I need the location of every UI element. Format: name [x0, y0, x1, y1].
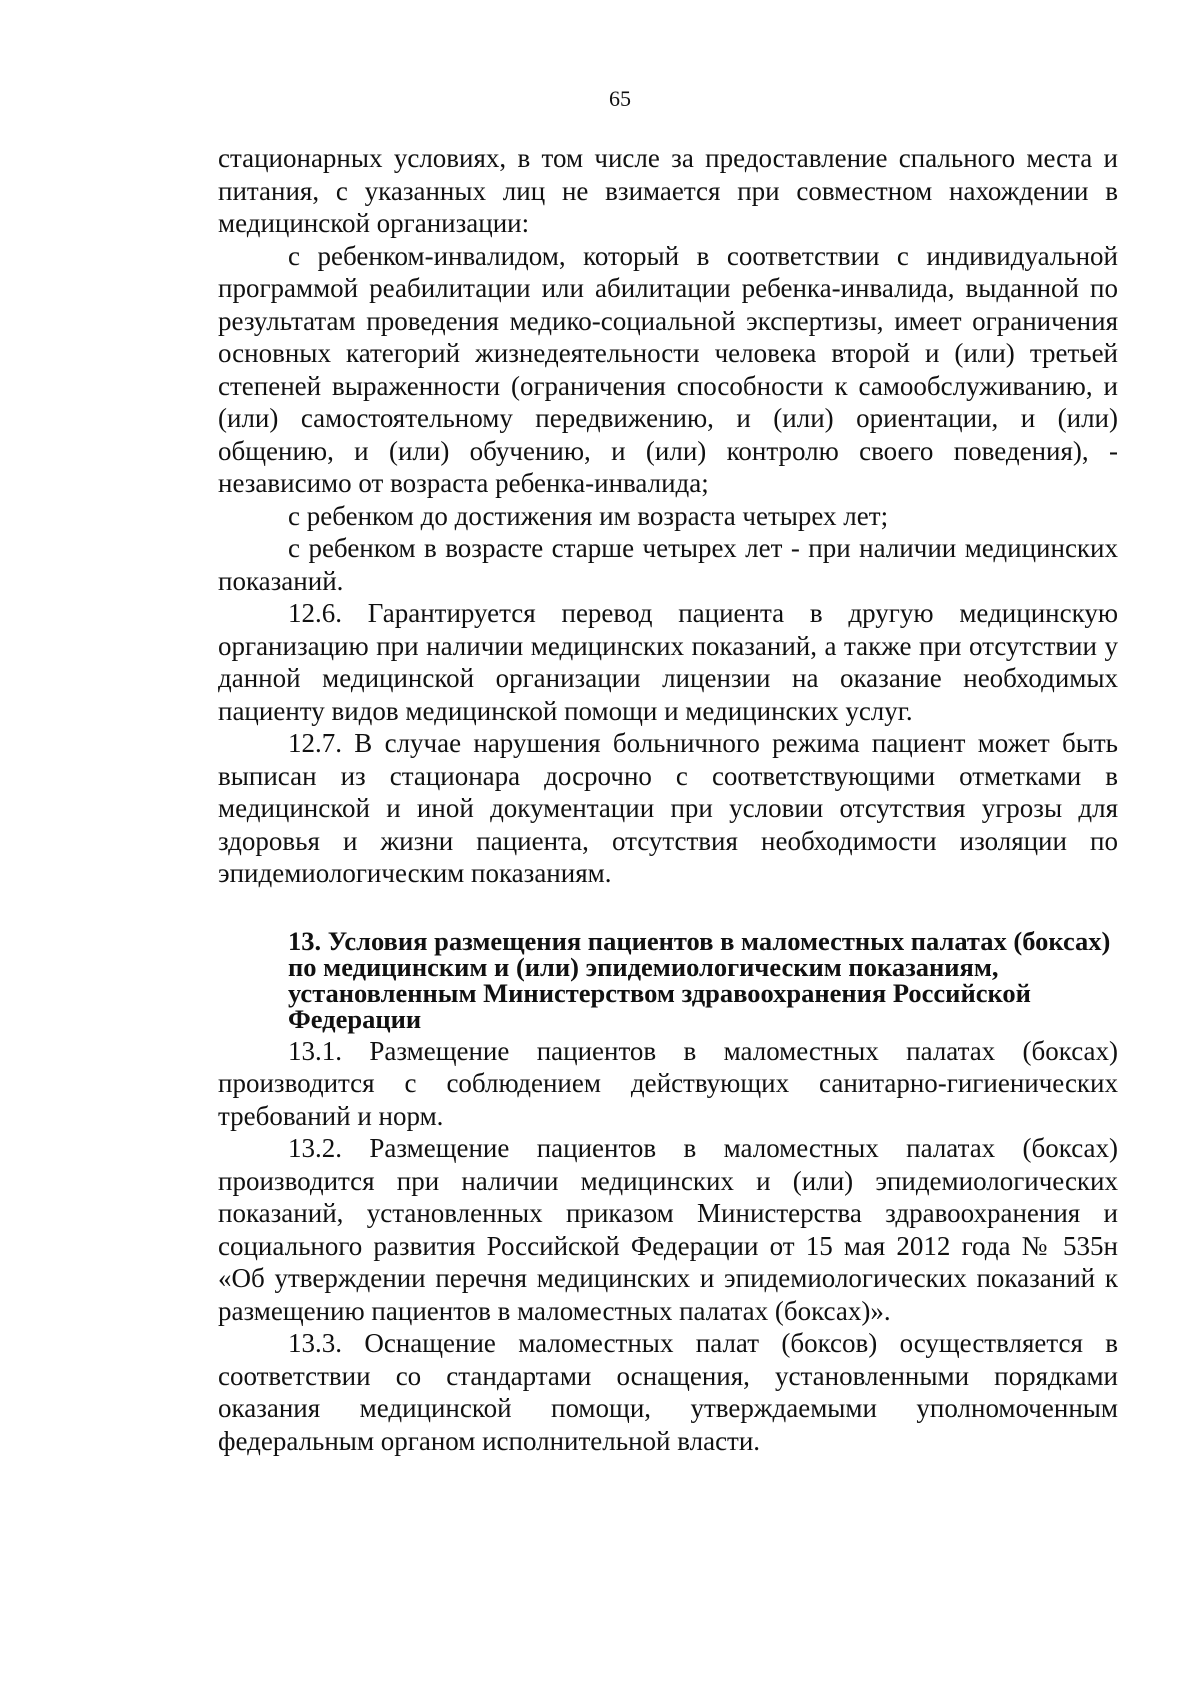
paragraph-13-1: 13.1. Размещение пациентов в маломестных палатах (боксах) производится с соблюдением действующих санитарно-гигиенических требований и норм.: [218, 1035, 1118, 1131]
paragraph: с ребенком до достижения им возраста четырех лет;: [288, 500, 889, 531]
section-heading: 13. Условия размещения пациентов в маломестных палатах (боксах) по медицинским и (или) эпидемиологическим показаниям, установленным Министерством здравоохранения Российской Федерации: [288, 925, 1111, 1034]
document-body: [218, 142, 1118, 1457]
paragraph-13-2: 13.2. Размещение пациентов в маломестных палатах (боксах) производится при наличии медицинских и (или) эпидемиологических показаний, установленных приказом Министерства здравоохранения и социального развития Российской Федерации от 15 мая 2012 года № 535н «Об утверждении перечня медицинских и эпидемиологических показаний к размещению пациентов в маломестных палатах (боксах)».: [218, 1133, 1118, 1326]
paragraph: с ребенком в возрасте старше четырех лет - при наличии медицинских показаний.: [218, 533, 1118, 596]
paragraph-13-3: 13.3. Оснащение маломестных палат (боксов) осуществляется в соответствии со стандартами оснащения, установленными порядками оказания медицинской помощи, утверждаемыми уполномоченным федеральным органом исполнительной власти.: [218, 1328, 1118, 1456]
page-number: 65: [609, 86, 631, 111]
paragraph: стационарных условиях, в том числе за предоставление спального места и питания, с указанных лиц не взимается при совместном нахождении в медицинской организации:: [218, 143, 1118, 238]
paragraph: с ребенком-инвалидом, который в соответствии с индивидуальной программой реабилитации или абилитации ребенка-инвалида, выданной по результатам проведения медико-социальной экспертизы, имеет ограничения основных категорий жизнедеятельности человека второй и (или) третьей степеней выраженности (ограничения способности к самообслуживанию, и (или) самостоятельному передвижению, и (или) ориентации, и (или) общению, и (или) обучению, и (или) контролю своего поведения), - независимо от возраста ребенка-инвалида;: [218, 240, 1118, 498]
paragraph-12-6: 12.6. Гарантируется перевод пациента в другую медицинскую организацию при наличии медицинских показаний, а также при отсутствии у данной медицинской организации лицензии на оказание необходимых пациенту видов медицинской помощи и медицинских услуг.: [218, 598, 1118, 726]
paragraph-12-7: 12.7. В случае нарушения больничного режима пациент может быть выписан из стационара досрочно с соответствующими отметками в медицинской и иной документации при условии отсутствия угрозы для здоровья и жизни пациента, отсутствия необходимости изоляции по эпидемиологическим показаниям.: [218, 728, 1118, 888]
